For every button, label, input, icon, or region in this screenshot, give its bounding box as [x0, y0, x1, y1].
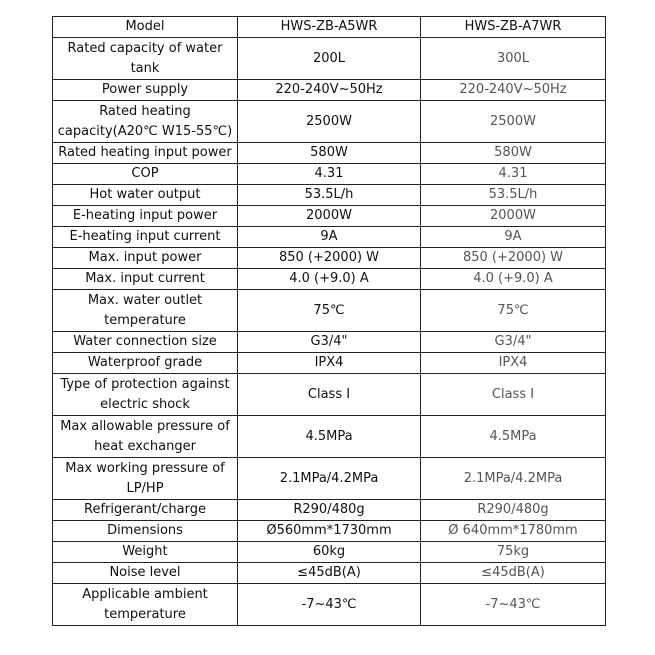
value-cell-a5wr: 850 (+2000) W	[238, 248, 421, 269]
value-cell-a5wr: -7~43℃	[238, 584, 421, 626]
table-row	[53, 143, 606, 164]
header-cell-a7wr: HWS-ZB-A7WR	[421, 17, 606, 38]
row-label-cell: Noise level	[53, 563, 238, 584]
row-label-cell: COP	[53, 164, 238, 185]
value-cell-a5wr: 580W	[238, 143, 421, 164]
table-row	[53, 563, 606, 584]
row-label-cell: Waterproof grade	[53, 353, 238, 374]
value-cell-a5wr: G3/4"	[238, 332, 421, 353]
table-row	[53, 416, 606, 458]
spec-table	[52, 16, 606, 626]
row-label-cell: E-heating input power	[53, 206, 238, 227]
value-cell-a7wr: G3/4"	[421, 332, 606, 353]
row-label-cell: Hot water output	[53, 185, 238, 206]
value-cell-a5wr: 4.5MPa	[238, 416, 421, 458]
row-label-cell: Applicable ambient temperature	[53, 584, 238, 626]
value-cell-a5wr: R290/480g	[238, 500, 421, 521]
value-cell-a5wr: Class I	[238, 374, 421, 416]
value-cell-a5wr: 60kg	[238, 542, 421, 563]
row-label-cell: Dimensions	[53, 521, 238, 542]
row-label-cell: Max working pressure of LP/HP	[53, 458, 238, 500]
table-row	[53, 458, 606, 500]
row-label-cell: Max. input power	[53, 248, 238, 269]
table-row	[53, 290, 606, 332]
value-cell-a5wr: 4.31	[238, 164, 421, 185]
value-cell-a5wr: ≤45dB(A)	[238, 563, 421, 584]
value-cell-a7wr: 2.1MPa/4.2MPa	[421, 458, 606, 500]
row-label-cell: Rated capacity of water tank	[53, 38, 238, 80]
value-cell-a7wr: 220-240V~50Hz	[421, 80, 606, 101]
table-row	[53, 101, 606, 143]
row-label-cell: Max. input current	[53, 269, 238, 290]
value-cell-a5wr: 220-240V~50Hz	[238, 80, 421, 101]
table-header-row	[53, 17, 606, 38]
table-row	[53, 248, 606, 269]
row-label-cell: E-heating input current	[53, 227, 238, 248]
value-cell-a7wr: -7~43℃	[421, 584, 606, 626]
table-row	[53, 584, 606, 626]
value-cell-a7wr: 300L	[421, 38, 606, 80]
table-row	[53, 353, 606, 374]
value-cell-a7wr: 75kg	[421, 542, 606, 563]
value-cell-a7wr: Class I	[421, 374, 606, 416]
header-cell-model: Model	[53, 17, 238, 38]
value-cell-a7wr: Ø 640mm*1780mm	[421, 521, 606, 542]
value-cell-a7wr: 580W	[421, 143, 606, 164]
table-row	[53, 164, 606, 185]
header-cell-a5wr: HWS-ZB-A5WR	[238, 17, 421, 38]
value-cell-a5wr: 200L	[238, 38, 421, 80]
table-row	[53, 332, 606, 353]
value-cell-a7wr: IPX4	[421, 353, 606, 374]
row-label-cell: Type of protection against electric shock	[53, 374, 238, 416]
spec-table-body	[53, 38, 606, 626]
value-cell-a7wr: 53.5L/h	[421, 185, 606, 206]
table-row	[53, 542, 606, 563]
row-label-cell: Water connection size	[53, 332, 238, 353]
table-row	[53, 227, 606, 248]
row-label-cell: Rated heating input power	[53, 143, 238, 164]
value-cell-a5wr: 2500W	[238, 101, 421, 143]
row-label-cell: Refrigerant/charge	[53, 500, 238, 521]
row-label-cell: Max allowable pressure of heat exchanger	[53, 416, 238, 458]
value-cell-a5wr: Ø560mm*1730mm	[238, 521, 421, 542]
table-row	[53, 521, 606, 542]
value-cell-a5wr: 2.1MPa/4.2MPa	[238, 458, 421, 500]
value-cell-a7wr: 850 (+2000) W	[421, 248, 606, 269]
value-cell-a5wr: 53.5L/h	[238, 185, 421, 206]
value-cell-a7wr: ≤45dB(A)	[421, 563, 606, 584]
row-label-cell: Weight	[53, 542, 238, 563]
row-label-cell: Rated heating capacity(A20℃ W15-55℃)	[53, 101, 238, 143]
value-cell-a5wr: IPX4	[238, 353, 421, 374]
value-cell-a7wr: R290/480g	[421, 500, 606, 521]
row-label-cell: Power supply	[53, 80, 238, 101]
value-cell-a5wr: 9A	[238, 227, 421, 248]
table-row	[53, 80, 606, 101]
table-row	[53, 206, 606, 227]
value-cell-a5wr: 75℃	[238, 290, 421, 332]
value-cell-a5wr: 2000W	[238, 206, 421, 227]
value-cell-a7wr: 4.31	[421, 164, 606, 185]
value-cell-a7wr: 9A	[421, 227, 606, 248]
value-cell-a5wr: 4.0 (+9.0) A	[238, 269, 421, 290]
table-row	[53, 269, 606, 290]
table-row	[53, 374, 606, 416]
row-label-cell: Max. water outlet temperature	[53, 290, 238, 332]
table-row	[53, 38, 606, 80]
table-row	[53, 500, 606, 521]
value-cell-a7wr: 2500W	[421, 101, 606, 143]
value-cell-a7wr: 4.0 (+9.0) A	[421, 269, 606, 290]
value-cell-a7wr: 75℃	[421, 290, 606, 332]
value-cell-a7wr: 2000W	[421, 206, 606, 227]
table-row	[53, 185, 606, 206]
value-cell-a7wr: 4.5MPa	[421, 416, 606, 458]
